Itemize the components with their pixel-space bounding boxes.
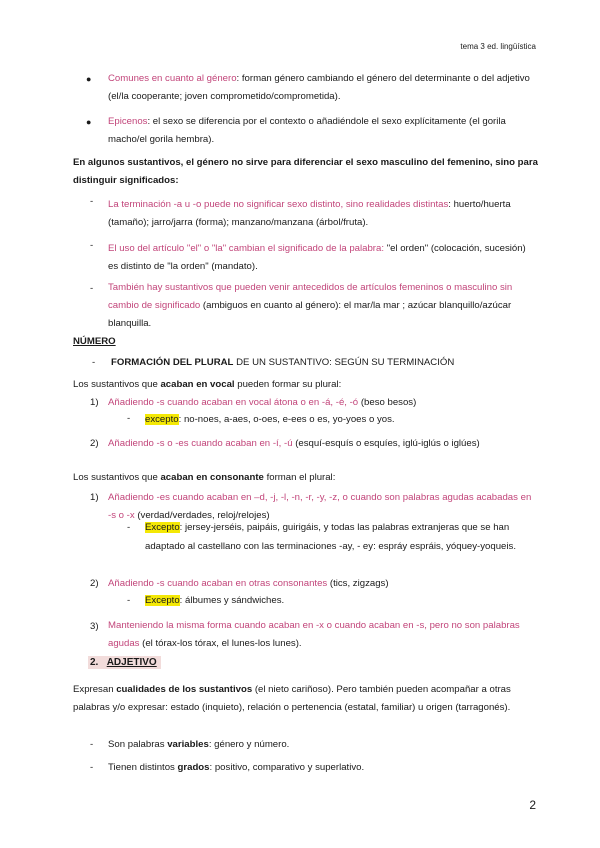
vocal-intro: [73, 376, 540, 394]
significado-lead: La terminación -a u -o puede no significar sexo distinto, sino realidades distintas: [108, 199, 449, 210]
section-adjetivo-heading: [88, 656, 161, 669]
vocal-rule-rest: (esquí-esquís o esquíes, iglú-iglús o iglúes): [292, 438, 480, 449]
list-number: 3): [90, 621, 99, 632]
cons-intro-a: Los sustantivos que: [73, 472, 161, 483]
dash-marker: -: [127, 522, 131, 533]
excepto-highlight: Excepto: [145, 595, 180, 606]
vocal-rule-2: [108, 435, 536, 453]
list-number: 2): [90, 578, 99, 589]
vocal-intro-b: acaban en vocal: [160, 379, 235, 390]
cons-rule-lead: Añadiendo -es cuando acaban en –d, -j, -l, -n, -r, -y, -z, o cuando son palabras agudas acabadas en -s o -x: [108, 492, 532, 521]
adj-item-a: Tienen distintos: [108, 762, 178, 773]
vocal-rule-rest: (beso besos): [358, 397, 417, 408]
dash-marker: -: [127, 595, 131, 606]
dash-marker: -: [127, 413, 131, 424]
section-numero-heading: NÚMERO: [73, 336, 116, 347]
section-title: ADJETIVO: [106, 657, 157, 668]
bullet-comunes: [108, 70, 536, 106]
vocal-rule-lead: Añadiendo -s cuando acaban en vocal átona o en -á, -é, -ó: [108, 397, 359, 408]
intro-significados: En algunos sustantivos, el género no sirve para diferenciar el sexo masculino del femenino, sino para distinguir significados:: [73, 157, 538, 186]
adj-item-c: : positivo, comparativo y superlativo.: [209, 762, 365, 773]
adj-intro-a: Expresan: [73, 684, 117, 695]
significado-item-3: [108, 279, 536, 333]
dash-marker: -: [90, 739, 94, 750]
adjetivo-item-1: [108, 736, 536, 754]
excepto-text: : álbumes y sándwiches.: [179, 595, 285, 606]
significado-item-2: [108, 240, 536, 276]
significado-rest: (ambiguos en cuanto al género): el mar/la mar ; azúcar blanquillo/azúcar blanquilla.: [108, 300, 512, 329]
vocal-rule-lead: Añadiendo -s o -es cuando acaban en -í, -ú: [108, 438, 293, 449]
bullet-comunes-text: : forman género cambiando el género del determinante o del adjetivo (el/la cooperante; joven comprometido/comprometida).: [108, 73, 530, 102]
dash-marker: -: [90, 283, 94, 294]
excepto-highlight: Excepto: [145, 522, 180, 533]
adj-item-b: variables: [167, 739, 209, 750]
adjetivo-intro: [73, 681, 540, 717]
adj-item-c: : género y número.: [208, 739, 290, 750]
cons-excepto-1: [145, 518, 536, 556]
adj-intro-c: (el nieto cariñoso). Pero también pueden acompañar a otras palabras y/o expresar: estado (inquieto), relación o pertenencia (estatal, familiar) u origen (tarragonés).: [73, 684, 511, 713]
adj-intro-b: cualidades de los sustantivos: [116, 684, 253, 695]
cons-excepto-2: [145, 591, 536, 610]
excepto-text: : no-noes, a-aes, o-oes, e-ees o es, yo-yoes o yos.: [178, 414, 395, 425]
cons-rule-3: [108, 617, 536, 653]
list-number: 2): [90, 438, 99, 449]
cons-intro-b: acaban en consonante: [160, 472, 264, 483]
cons-rule-rest: (verdad/verdades, reloj/relojes): [134, 510, 270, 521]
cons-rule-lead: Manteniendo la misma forma cuando acaban en -x o cuando acaban en -s, pero no son palabras agudas: [108, 620, 520, 649]
bullet-dot: ●: [86, 74, 92, 84]
page-number: 2: [529, 798, 536, 812]
plural-heading: [111, 357, 454, 368]
adjetivo-item-2: [108, 759, 536, 777]
vocal-intro-a: Los sustantivos que: [73, 379, 161, 390]
vocal-excepto: [145, 410, 536, 429]
dash-marker: -: [92, 357, 96, 368]
adj-item-a: Son palabras: [108, 739, 168, 750]
significado-rest: : huerto/huerta (tamaño); jarro/jarra (forma); manzano/manzana (árbol/fruta).: [108, 199, 511, 228]
plural-heading-bold: FORMACIÓN DEL PLURAL: [111, 357, 234, 368]
cons-intro-c: forman el plural:: [263, 472, 336, 483]
adj-item-b: grados: [177, 762, 210, 773]
dash-marker: -: [90, 196, 94, 207]
section-number: 2.: [90, 657, 99, 668]
cons-rule-rest: (el tórax-los tórax, el lunes-los lunes).: [139, 638, 302, 649]
plural-heading-rest: DE UN SUSTANTIVO: SEGÚN SU TERMINACIÓN: [233, 357, 455, 368]
bullet-epicenos-text: : el sexo se diferencia por el contexto o añadiéndole el sexo explícitamente (el gorila macho/el gorila hembra).: [108, 116, 506, 145]
list-number: 1): [90, 492, 99, 503]
consonante-intro: [73, 469, 540, 487]
term-epicenos: Epicenos: [108, 116, 148, 127]
cons-rule-rest: (tics, zigzags): [327, 578, 389, 589]
significado-rest: "el orden" (colocación, sucesión) es distinto de "la orden" (mandato).: [108, 243, 526, 272]
bullet-dot: ●: [86, 117, 92, 127]
excepto-text: : jersey-jerséis, paipáis, guirigáis, y todas las palabras extranjeras que se han adaptado al castellano con las terminaciones -ay, - ey: espráy espráis, yóquey-yoqueis.: [145, 522, 516, 552]
dash-marker: -: [90, 240, 94, 251]
bullet-epicenos: [108, 113, 536, 149]
list-number: 1): [90, 397, 99, 408]
significado-lead: También hay sustantivos que pueden venir antecedidos de artículos femeninos o masculino sin cambio de significado: [108, 282, 513, 311]
dash-marker: -: [90, 762, 94, 773]
running-header: tema 3 ed. lingüística: [460, 42, 536, 51]
significado-lead: El uso del artículo "el" o "la" cambian el significado de la palabra:: [108, 243, 387, 254]
significado-item-1: [108, 196, 536, 232]
term-comunes: Comunes en cuanto al género: [108, 73, 237, 84]
excepto-highlight: excepto: [145, 414, 179, 425]
cons-rule-lead: Añadiendo -s cuando acaban en otras consonantes: [108, 578, 328, 589]
vocal-intro-c: pueden formar su plural:: [234, 379, 342, 390]
